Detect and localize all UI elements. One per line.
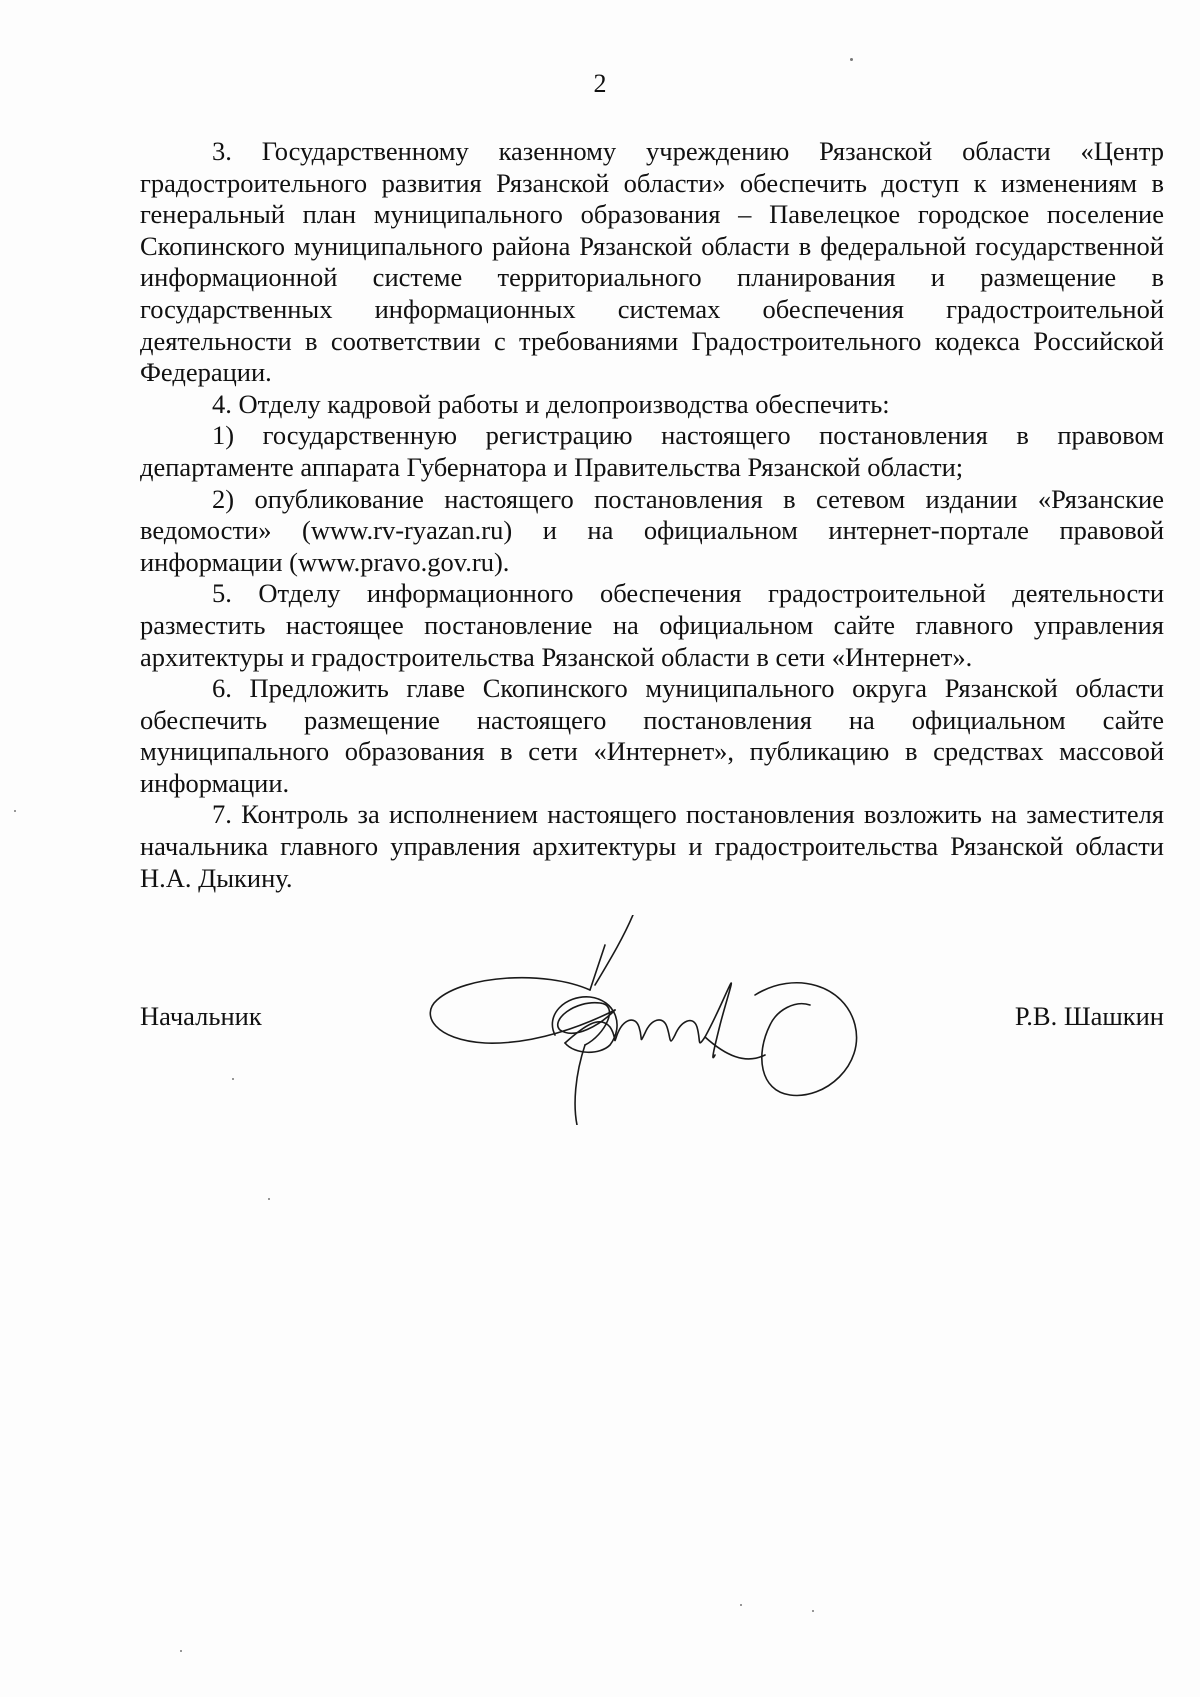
document-body [140,136,1164,894]
paragraph-4-1: 1) государственную регистрацию настоящего постановления в правовом департаменте аппарата Губернатора и Правительства Рязанской области; [140,420,1164,482]
scan-speck [740,1604,742,1606]
scan-speck [14,810,16,812]
scan-speck [812,1610,814,1612]
page-number: 2 [593,69,607,98]
signatory-title: Начальник [140,1001,262,1031]
paragraph-4-2: 2) опубликование настоящего постановления в сетевом издании «Рязанские ведомости» (www.rv-ryazan.ru) и на официальном интернет-портале правовой информации (www.pravo.gov.ru). [140,483,1164,577]
scan-speck [850,58,853,61]
paragraph-6: 6. Предложить главе Скопинского муниципального округа Рязанской области обеспечить размещение настоящего постановления на официальном сайте муниципального образования в сети «Интернет», публикацию в средствах массовой информации. [140,673,1164,798]
scan-speck [180,1650,182,1652]
paragraph-4: 4. Отделу кадровой работы и делопроизводства обеспечить: [212,388,890,419]
signatory-name: Р.В. Шашкин [1014,1001,1164,1031]
scan-speck [268,1198,270,1200]
scan-speck [232,1078,234,1080]
paragraph-7: 7. Контроль за исполнением настоящего постановления возложить на заместителя начальника главного управления архитектуры и градостроительства Рязанской области Н.А. Дыкину. [140,799,1164,893]
paragraph-5: 5. Отделу информационного обеспечения градостроительной деятельности разместить настоящее постановление на официальном сайте главного управления архитектуры и градостроительства Рязанской области в сети «Интернет». [140,578,1164,672]
paragraph-3: 3. Государственному казенному учреждению Рязанской области «Центр градостроительного развития Рязанской области» обеспечить доступ к изменениям в генеральный план муниципального образования – Павелецкое городское поселение Скопинского муниципального района Рязанской области в федеральной государственной информационной системе территориального планирования и размещение в государственных информационных системах обеспечения градостроительной деятельности в соответствии с требованиями Градостроительного кодекса Российской Федерации. [140,136,1164,388]
handwritten-signature [425,915,895,1125]
